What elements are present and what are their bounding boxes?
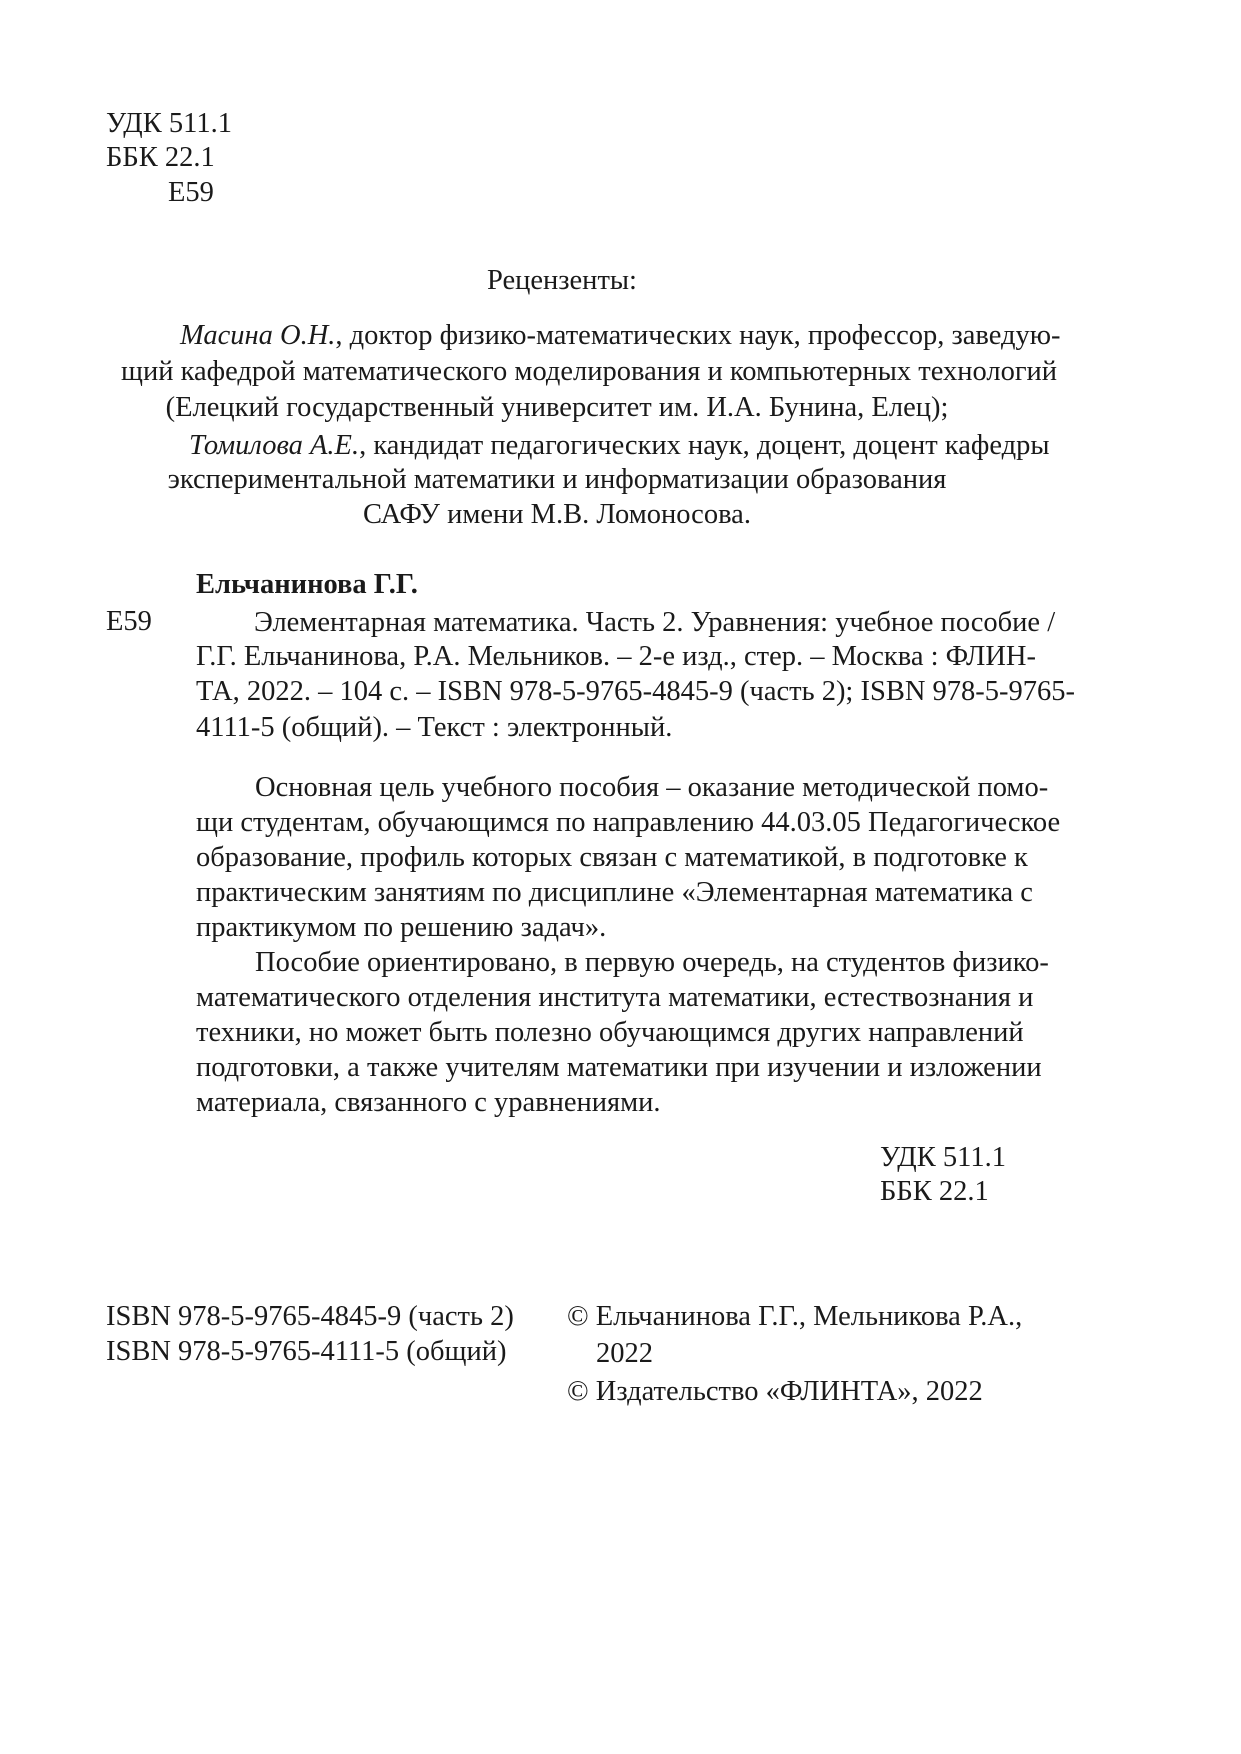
abstract-p2-line-2: математического отделения института математики, естествознания и — [196, 982, 1034, 1013]
reviewer-2-name: Томилова А.Е. — [189, 430, 360, 461]
abstract-p2-line-5: материала, связанного с уравнениями. — [196, 1087, 661, 1118]
copyright-authors-year: 2022 — [596, 1338, 653, 1369]
reviewer-1-line-2: щий кафедрой математического моделирования и компьютерных технологий — [121, 356, 1058, 387]
copyright-publisher: © Издательство «ФЛИНТА», 2022 — [567, 1376, 983, 1407]
isbn-part: ISBN 978-5-9765-4845-9 (часть 2) — [106, 1301, 514, 1332]
biblio-line-3: ТА, 2022. – 104 с. – ISBN 978-5-9765-4845-9 (часть 2); ISBN 978-5-9765- — [196, 676, 1076, 707]
abstract-p2-line-1: Пособие ориентировано, в первую очередь, на студентов физико- — [255, 947, 1049, 978]
reviewer-2-line-1: Томилова А.Е., кандидат педагогических наук, доцент, доцент кафедры — [189, 430, 1050, 461]
isbn-general: ISBN 978-5-9765-4111-5 (общий) — [106, 1336, 507, 1367]
classification-udk: УДК 511.1 — [880, 1142, 1006, 1173]
header-bbk: ББК 22.1 — [106, 142, 215, 173]
abstract-p1-line-5: практикумом по решению задач». — [196, 912, 607, 943]
abstract-p1-line-1: Основная цель учебного пособия – оказание методической помо- — [255, 772, 1049, 803]
abstract-p2-line-3: техники, но может быть полезно обучающимся других направлений — [196, 1017, 1024, 1048]
reviewer-1-name: Масина О.Н. — [180, 320, 336, 351]
abstract-p1-line-3: образование, профиль которых связан с математикой, в подготовке к — [196, 842, 1028, 873]
header-udk: УДК 511.1 — [106, 108, 232, 139]
copyright-authors: © Ельчанинова Г.Г., Мельникова Р.А., — [567, 1301, 1023, 1332]
reviewer-1-line-3: (Елецкий государственный университет им. И.А. Бунина, Елец); — [165, 392, 949, 423]
biblio-author: Ельчанинова Г.Г. — [196, 569, 418, 600]
biblio-sign: Е59 — [106, 606, 152, 637]
biblio-line-2: Г.Г. Ельчанинова, Р.А. Мельников. – 2-е изд., стер. – Москва : ФЛИН- — [196, 641, 1036, 672]
abstract-p1-line-4: практическим занятиям по дисциплине «Элементарная математика с — [196, 877, 1033, 908]
classification-bbk: ББК 22.1 — [880, 1176, 989, 1207]
biblio-line-1: Элементарная математика. Часть 2. Уравнения: учебное пособие / — [254, 607, 1056, 638]
reviewers-title: Рецензенты: — [487, 265, 637, 296]
biblio-line-4: 4111-5 (общий). – Текст : электронный. — [196, 712, 673, 743]
reviewer-2-line-2: экспериментальной математики и информатизации образования — [167, 464, 947, 495]
abstract-p1-line-2: щи студентам, обучающимся по направлению 44.03.05 Педагогическое — [196, 807, 1061, 838]
reviewer-2-line-3: САФУ имени М.В. Ломоносова. — [363, 499, 751, 530]
header-author-sign: Е59 — [168, 177, 214, 208]
abstract-p2-line-4: подготовки, а также учителям математики при изучении и изложении — [196, 1052, 1042, 1083]
reviewer-1-line-1: Масина О.Н., доктор физико-математических наук, профессор, заведую- — [180, 320, 1061, 351]
